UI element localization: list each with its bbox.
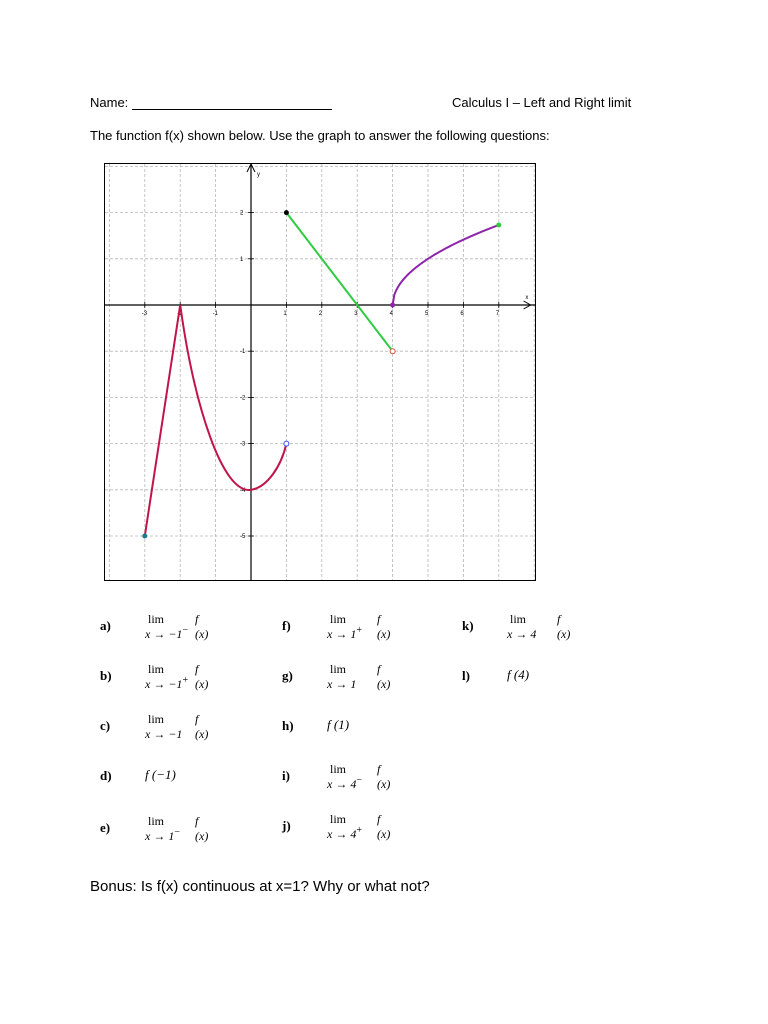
closed-point-left-start — [142, 534, 147, 539]
y-tick-label: 1 — [240, 256, 244, 263]
fx-text: f (x) — [377, 662, 391, 691]
x-tick-label: 7 — [495, 311, 500, 317]
x-tick-label: 3 — [354, 311, 358, 317]
approach-side: + — [356, 625, 362, 636]
name-blank-line[interactable] — [132, 96, 332, 110]
x-tick-label: -2 — [177, 311, 183, 317]
fx-text: f (x) — [557, 612, 571, 641]
y-tick-label: 2 — [240, 210, 244, 217]
function-value-text: f (−1) — [145, 767, 176, 782]
approach-text — [507, 625, 536, 642]
fx-text: f (x) — [377, 612, 391, 641]
x-tick-label: -1 — [212, 311, 218, 317]
function-value-text: f (4) — [507, 667, 530, 682]
question-label: b) — [100, 668, 112, 683]
question-label: k) — [462, 618, 474, 633]
question-label: g) — [282, 668, 293, 683]
graph-svg — [105, 164, 536, 581]
approach-text — [145, 725, 182, 742]
middle-line — [286, 213, 392, 352]
open-point-at-x4 — [390, 349, 395, 354]
x-tick-label: -3 — [141, 311, 148, 317]
fx-text: f (x) — [195, 612, 209, 641]
question-label: e) — [100, 820, 111, 835]
approach-value: x → 4 — [327, 777, 357, 791]
x-tick-label: 6 — [460, 311, 464, 317]
y-tick-label: -1 — [240, 349, 246, 356]
closed-point-at-x1 — [284, 210, 289, 215]
fx-text: f (x) — [377, 762, 391, 791]
right-curve — [393, 225, 499, 305]
y-tick-label: -3 — [240, 441, 246, 448]
approach-value: x → 1 — [327, 627, 357, 641]
function-value-text: f (1) — [327, 717, 350, 732]
y-tick-label: -4 — [240, 487, 246, 494]
lim-text: lim — [510, 612, 527, 626]
closed-point-right-end — [496, 222, 501, 227]
lim-text: lim — [330, 612, 347, 626]
question-label: l) — [462, 668, 470, 683]
approach-text — [327, 675, 356, 692]
y-tick-label: -2 — [240, 395, 246, 402]
fx-text: f (x) — [377, 812, 391, 841]
approach-value: x → −1 — [145, 627, 183, 641]
question-label: a) — [100, 618, 111, 633]
x-tick-label: 1 — [283, 311, 287, 317]
approach-side: + — [182, 675, 189, 686]
approach-value: x → 4 — [327, 827, 357, 841]
approach-value: x → 4 — [507, 627, 537, 641]
course-title: Calculus I – Left and Right limit — [452, 95, 632, 110]
lim-text: lim — [148, 814, 165, 828]
question-label: f) — [282, 618, 291, 633]
lim-text: lim — [148, 612, 165, 626]
approach-text — [145, 625, 188, 642]
instructions: The function f(x) shown below. Use the graph to answer the following questions: — [90, 128, 550, 143]
question-label: j) — [282, 818, 291, 833]
x-tick-label: 2 — [318, 311, 323, 317]
name-field[interactable] — [90, 95, 332, 110]
question-label: d) — [100, 768, 112, 783]
x-axis-label: x — [525, 295, 529, 301]
approach-text — [327, 825, 362, 842]
approach-side: − — [182, 625, 189, 636]
lim-text: lim — [148, 712, 165, 726]
x-tick-label: 5 — [425, 311, 429, 317]
lim-text: lim — [330, 662, 347, 676]
approach-value: x → 1 — [145, 829, 175, 843]
approach-value: x → −1 — [145, 727, 183, 741]
lim-text: lim — [330, 812, 347, 826]
approach-text — [145, 827, 180, 844]
name-label: Name: — [90, 95, 129, 110]
approach-value: x → 1 — [327, 677, 357, 691]
approach-text — [327, 775, 362, 792]
approach-text — [327, 625, 362, 642]
approach-side: − — [174, 827, 180, 838]
open-point-at-x1 — [284, 441, 289, 446]
lim-text: lim — [148, 662, 165, 676]
approach-value: x → −1 — [145, 677, 183, 691]
closed-point-at-x4 — [390, 303, 395, 308]
fx-text: f (x) — [195, 814, 209, 843]
approach-side: + — [356, 825, 362, 836]
approach-text — [145, 675, 188, 692]
function-graph — [104, 163, 536, 581]
lim-text: lim — [330, 762, 347, 776]
bonus-question: Bonus: Is f(x) continuous at x=1? Why or what not? — [90, 878, 430, 895]
x-tick-label: 4 — [389, 311, 393, 317]
approach-side: − — [356, 775, 362, 786]
y-axis-label: y — [257, 172, 260, 178]
fx-text: f (x) — [195, 712, 209, 741]
fx-text: f (x) — [195, 662, 209, 691]
question-label: h) — [282, 718, 294, 733]
question-label: c) — [100, 718, 111, 733]
question-label: i) — [282, 768, 290, 783]
y-tick-label: -5 — [240, 534, 246, 540]
